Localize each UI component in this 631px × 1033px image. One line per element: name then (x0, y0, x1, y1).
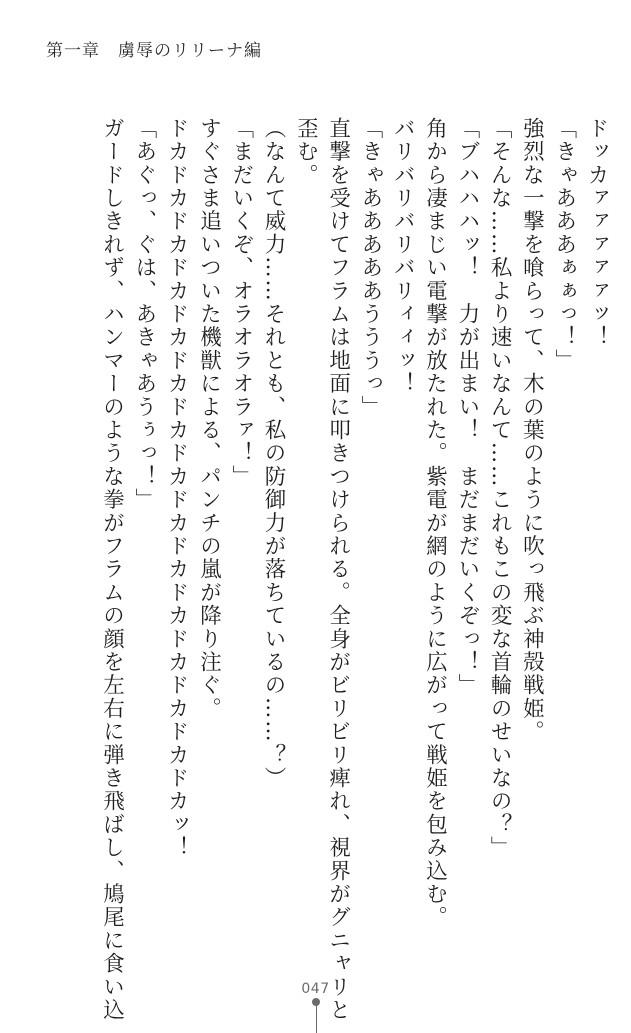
running-head: 第一章 虜辱のリリーナ編 (46, 41, 262, 61)
text-column-1: ドッカァァァァァッ！ (584, 117, 609, 349)
text-column-11: （なんて威力……それとも、私の防御力が落ちているの……？） (261, 117, 287, 790)
text-column-12: 「まだいくぞ、オラオラオラァ！」 (228, 117, 254, 489)
text-column-8: 「きゃあああああうううっ」 (357, 117, 383, 419)
text-column-16: ガードしきれず、ハンマーのような拳がフラムの顔を左右に弾き飛ばし、鳩尾に食い込 (99, 117, 125, 1022)
folio-line (316, 1004, 317, 1033)
text-column-14: ドカドカドカドカドカドカドカドカドカドカドカドカドカドカドカッ！ (164, 117, 190, 860)
text-column-4: 「そんな……私より速いなんて……これもこの変な首輪のせいなの？」 (487, 117, 513, 860)
text-column-3: 強烈な一撃を喰らって、木の葉のように吹っ飛ぶ神殻戦姫。 (519, 117, 545, 744)
page-number: 047 (301, 981, 330, 997)
text-column-9: 直撃を受けてフラムは地面に叩きつけられる。全身がビリビリ痺れ、視界がグニャリと (325, 117, 351, 1022)
text-column-6: 角から凄まじい電撃が放たれた。紫電が網のように広がって戦姫を包み込む。 (422, 117, 448, 929)
text-column-13: すぐさま追いついた機獣による、パンチの嵐が降り注ぐ。 (196, 117, 222, 721)
text-column-15: 「あぐっ、ぐは、あきゃあうぅっ！」 (131, 117, 157, 512)
text-column-2: 「きゃあああぁぁっ！」 (551, 117, 577, 373)
text-column-10: 歪む。 (293, 117, 319, 187)
text-column-5: 「ブハハハッ！ 力が出まい！ まだまだいくぞっ！」 (454, 117, 480, 697)
text-column-7: バリバリバリバリィィッ！ (390, 117, 416, 396)
